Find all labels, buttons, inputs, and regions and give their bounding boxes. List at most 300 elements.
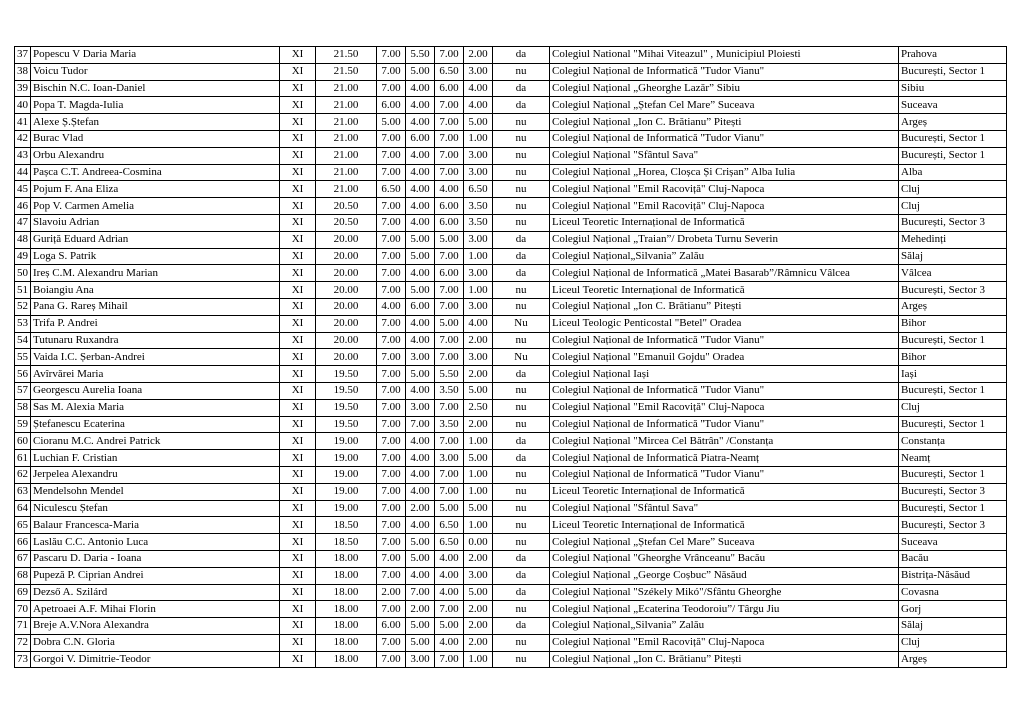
problem4-score-cell: 1.00 [464,130,493,147]
problem1-score-cell: 6.00 [377,97,406,114]
total-score-cell: 19.00 [316,433,377,450]
rank-cell: 51 [15,282,31,299]
problem2-score-cell: 5.00 [406,634,435,651]
table-row [15,534,1007,551]
school-cell: Colegiul Național "Sfântul Sava" [550,147,899,164]
class-cell: XI [280,382,316,399]
problem3-score-cell: 6.00 [435,198,464,215]
rank-cell: 68 [15,567,31,584]
problem3-score-cell: 7.00 [435,130,464,147]
total-score-cell: 18.00 [316,651,377,668]
problem1-score-cell: 7.00 [377,265,406,282]
problem1-score-cell: 7.00 [377,601,406,618]
problem4-score-cell: 2.00 [464,634,493,651]
flag-cell: nu [493,164,550,181]
county-cell: București, Sector 1 [899,500,1007,517]
flag-cell: nu [493,399,550,416]
student-name-cell: Apetroaei A.F. Mihai Florin [31,601,280,618]
school-cell: Colegiul Național "Emil Racoviță" Cluj-Napoca [550,198,899,215]
rank-cell: 70 [15,601,31,618]
problem4-score-cell: 3.00 [464,567,493,584]
problem4-score-cell: 2.00 [464,618,493,635]
problem2-score-cell: 4.00 [406,97,435,114]
problem3-score-cell: 4.00 [435,634,464,651]
problem2-score-cell: 5.00 [406,231,435,248]
rank-cell: 43 [15,147,31,164]
class-cell: XI [280,231,316,248]
school-cell: Liceul Teoretic Internațional de Informatică [550,282,899,299]
flag-cell: da [493,450,550,467]
class-cell: XI [280,181,316,198]
county-cell: Mehedinți [899,231,1007,248]
table-row [15,97,1007,114]
rank-cell: 72 [15,634,31,651]
student-name-cell: Mendelsohn Mendel [31,483,280,500]
county-cell: Cluj [899,634,1007,651]
county-cell: Neamț [899,450,1007,467]
table-row [15,584,1007,601]
student-name-cell: Luchian F. Cristian [31,450,280,467]
table-row [15,366,1007,383]
student-name-cell: Balaur Francesca-Maria [31,517,280,534]
table-row [15,416,1007,433]
flag-cell: da [493,618,550,635]
problem4-score-cell: 1.00 [464,517,493,534]
problem1-score-cell: 7.00 [377,416,406,433]
problem2-score-cell: 5.00 [406,366,435,383]
total-score-cell: 18.00 [316,601,377,618]
student-name-cell: Avîrvărei Maria [31,366,280,383]
student-name-cell: Popescu V Daria Maria [31,47,280,64]
class-cell: XI [280,634,316,651]
problem1-score-cell: 2.00 [377,584,406,601]
flag-cell: nu [493,534,550,551]
problem2-score-cell: 5.00 [406,282,435,299]
table-row [15,651,1007,668]
problem3-score-cell: 4.00 [435,584,464,601]
problem3-score-cell: 3.50 [435,382,464,399]
school-cell: Colegiul Național de Informatică ''Tudor Vianu" [550,382,899,399]
problem2-score-cell: 4.00 [406,433,435,450]
class-cell: XI [280,315,316,332]
county-cell: Bistrița-Năsăud [899,567,1007,584]
rank-cell: 66 [15,534,31,551]
problem1-score-cell: 7.00 [377,366,406,383]
problem2-score-cell: 2.00 [406,500,435,517]
student-name-cell: Pascaru D. Daria - Ioana [31,550,280,567]
flag-cell: da [493,433,550,450]
problem4-score-cell: 3.50 [464,198,493,215]
problem4-score-cell: 1.00 [464,248,493,265]
rank-cell: 54 [15,332,31,349]
rank-cell: 58 [15,399,31,416]
problem1-score-cell: 7.00 [377,450,406,467]
total-score-cell: 20.00 [316,298,377,315]
county-cell: Iași [899,366,1007,383]
problem1-score-cell: 7.00 [377,500,406,517]
problem3-score-cell: 7.00 [435,298,464,315]
class-cell: XI [280,265,316,282]
flag-cell: nu [493,601,550,618]
problem4-score-cell: 4.00 [464,97,493,114]
table-row [15,450,1007,467]
table-row [15,164,1007,181]
problem4-score-cell: 2.00 [464,601,493,618]
flag-cell: da [493,231,550,248]
flag-cell: nu [493,517,550,534]
flag-cell: nu [493,298,550,315]
student-name-cell: Loga S. Patrik [31,248,280,265]
school-cell: Liceul Teoretic Internațional de Informatică [550,483,899,500]
total-score-cell: 20.50 [316,214,377,231]
problem2-score-cell: 3.00 [406,651,435,668]
student-name-cell: Laslău C.C. Antonio Luca [31,534,280,551]
results-table [14,46,1007,668]
flag-cell: nu [493,114,550,131]
problem1-score-cell: 7.00 [377,634,406,651]
total-score-cell: 21.00 [316,164,377,181]
class-cell: XI [280,483,316,500]
rank-cell: 47 [15,214,31,231]
problem2-score-cell: 4.00 [406,198,435,215]
problem3-score-cell: 6.50 [435,534,464,551]
problem3-score-cell: 3.00 [435,450,464,467]
flag-cell: nu [493,198,550,215]
student-name-cell: Trifa P. Andrei [31,315,280,332]
problem3-score-cell: 7.00 [435,97,464,114]
student-name-cell: Dobra C.N. Gloria [31,634,280,651]
problem3-score-cell: 7.00 [435,483,464,500]
problem3-score-cell: 6.50 [435,63,464,80]
school-cell: Colegiul Național „Ștefan Cel Mare” Suceava [550,97,899,114]
school-cell: Colegiul Național Iași [550,366,899,383]
table-row [15,198,1007,215]
student-name-cell: Niculescu Ștefan [31,500,280,517]
problem1-score-cell: 7.00 [377,130,406,147]
problem1-score-cell: 7.00 [377,198,406,215]
student-name-cell: Pojum F. Ana Eliza [31,181,280,198]
problem2-score-cell: 4.00 [406,332,435,349]
problem2-score-cell: 4.00 [406,181,435,198]
table-row [15,214,1007,231]
flag-cell: nu [493,147,550,164]
total-score-cell: 21.00 [316,147,377,164]
rank-cell: 60 [15,433,31,450]
table-row [15,550,1007,567]
total-score-cell: 21.00 [316,80,377,97]
class-cell: XI [280,248,316,265]
flag-cell: nu [493,634,550,651]
table-row [15,349,1007,366]
class-cell: XI [280,114,316,131]
rank-cell: 69 [15,584,31,601]
county-cell: Argeș [899,298,1007,315]
problem4-score-cell: 3.50 [464,214,493,231]
school-cell: Colegiul Național„Silvania” Zalău [550,618,899,635]
table-row [15,634,1007,651]
table-row [15,181,1007,198]
county-cell: București, Sector 1 [899,466,1007,483]
problem4-score-cell: 2.00 [464,550,493,567]
rank-cell: 61 [15,450,31,467]
school-cell: Colegiul Național de Informatică ''Tudor Vianu" [550,130,899,147]
rank-cell: 37 [15,47,31,64]
class-cell: XI [280,433,316,450]
county-cell: Covasna [899,584,1007,601]
table-row [15,282,1007,299]
problem2-score-cell: 6.00 [406,298,435,315]
problem3-score-cell: 7.00 [435,282,464,299]
rank-cell: 49 [15,248,31,265]
student-name-cell: Bischin N.C. Ioan-Daniel [31,80,280,97]
total-score-cell: 21.00 [316,181,377,198]
problem3-score-cell: 6.00 [435,80,464,97]
problem3-score-cell: 7.00 [435,349,464,366]
problem1-score-cell: 7.00 [377,315,406,332]
problem3-score-cell: 4.00 [435,181,464,198]
problem2-score-cell: 4.00 [406,483,435,500]
total-score-cell: 21.50 [316,47,377,64]
school-cell: Colegiul Național„Silvania” Zalău [550,248,899,265]
school-cell: Colegiul Național "Emil Racoviță" Cluj-Napoca [550,634,899,651]
county-cell: Gorj [899,601,1007,618]
school-cell: Colegiul Național "Székely Mikó"/Sfântu Gheorghe [550,584,899,601]
problem1-score-cell: 7.00 [377,248,406,265]
table-row [15,114,1007,131]
problem2-score-cell: 4.00 [406,114,435,131]
problem3-score-cell: 7.00 [435,433,464,450]
school-cell: Colegiul Național "Sfântul Sava" [550,500,899,517]
county-cell: Sălaj [899,618,1007,635]
problem1-score-cell: 7.00 [377,567,406,584]
county-cell: București, Sector 1 [899,382,1007,399]
problem4-score-cell: 2.00 [464,416,493,433]
class-cell: XI [280,517,316,534]
problem3-score-cell: 7.00 [435,399,464,416]
rank-cell: 40 [15,97,31,114]
rank-cell: 52 [15,298,31,315]
student-name-cell: Ireș C.M. Alexandru Marian [31,265,280,282]
county-cell: Cluj [899,198,1007,215]
problem2-score-cell: 4.00 [406,567,435,584]
total-score-cell: 18.50 [316,534,377,551]
total-score-cell: 20.50 [316,198,377,215]
rank-cell: 67 [15,550,31,567]
table-row [15,517,1007,534]
flag-cell: da [493,550,550,567]
problem3-score-cell: 7.00 [435,147,464,164]
student-name-cell: Pașca C.T. Andreea-Cosmina [31,164,280,181]
class-cell: XI [280,466,316,483]
county-cell: Bihor [899,349,1007,366]
flag-cell: nu [493,416,550,433]
student-name-cell: Guriță Eduard Adrian [31,231,280,248]
total-score-cell: 20.00 [316,332,377,349]
class-cell: XI [280,198,316,215]
total-score-cell: 18.50 [316,517,377,534]
problem1-score-cell: 7.00 [377,483,406,500]
rank-cell: 65 [15,517,31,534]
problem2-score-cell: 5.00 [406,63,435,80]
flag-cell: nu [493,382,550,399]
rank-cell: 48 [15,231,31,248]
table-row [15,382,1007,399]
table-row [15,63,1007,80]
rank-cell: 71 [15,618,31,635]
rank-cell: 64 [15,500,31,517]
flag-cell: nu [493,63,550,80]
school-cell: Liceul Teoretic Internațional de Informatică [550,214,899,231]
total-score-cell: 19.50 [316,416,377,433]
class-cell: XI [280,550,316,567]
problem1-score-cell: 6.00 [377,618,406,635]
problem3-score-cell: 3.50 [435,416,464,433]
total-score-cell: 19.50 [316,366,377,383]
problem3-score-cell: 4.00 [435,550,464,567]
class-cell: XI [280,349,316,366]
problem2-score-cell: 4.00 [406,315,435,332]
county-cell: Argeș [899,114,1007,131]
table-row [15,500,1007,517]
table-row [15,80,1007,97]
county-cell: Bacău [899,550,1007,567]
class-cell: XI [280,651,316,668]
county-cell: Cluj [899,399,1007,416]
problem4-score-cell: 3.00 [464,63,493,80]
problem4-score-cell: 5.00 [464,584,493,601]
class-cell: XI [280,601,316,618]
flag-cell: Nu [493,349,550,366]
problem3-score-cell: 7.00 [435,47,464,64]
total-score-cell: 18.00 [316,584,377,601]
rank-cell: 53 [15,315,31,332]
rank-cell: 45 [15,181,31,198]
rank-cell: 63 [15,483,31,500]
flag-cell: da [493,80,550,97]
county-cell: București, Sector 3 [899,282,1007,299]
total-score-cell: 21.00 [316,97,377,114]
problem4-score-cell: 6.50 [464,181,493,198]
problem2-score-cell: 5.00 [406,550,435,567]
class-cell: XI [280,97,316,114]
total-score-cell: 19.00 [316,483,377,500]
flag-cell: nu [493,332,550,349]
student-name-cell: Dezső A. Szilárd [31,584,280,601]
flag-cell: da [493,366,550,383]
flag-cell: nu [493,466,550,483]
school-cell: Colegiul Național de Informatică ''Tudor Vianu" [550,416,899,433]
flag-cell: da [493,97,550,114]
class-cell: XI [280,567,316,584]
county-cell: București, Sector 1 [899,130,1007,147]
total-score-cell: 21.50 [316,63,377,80]
student-name-cell: Vaida I.C. Șerban-Andrei [31,349,280,366]
total-score-cell: 18.00 [316,550,377,567]
school-cell: Colegiul National "Mihai Viteazul" , Municipiul Ploiesti [550,47,899,64]
school-cell: Colegiul Național „Horea, Cloșca Și Crișan” Alba Iulia [550,164,899,181]
student-name-cell: Pop V. Carmen Amelia [31,198,280,215]
school-cell: Colegiul Național „Ion C. Brătianu” Pitești [550,651,899,668]
school-cell: Colegiul Național de Informatică ''Tudor Vianu" [550,332,899,349]
student-name-cell: Slavoiu Adrian [31,214,280,231]
problem1-score-cell: 7.00 [377,63,406,80]
problem2-score-cell: 5.50 [406,47,435,64]
results-body [15,47,1007,668]
student-name-cell: Jerpelea Alexandru [31,466,280,483]
problem4-score-cell: 4.00 [464,80,493,97]
problem3-score-cell: 4.00 [435,567,464,584]
county-cell: București, Sector 1 [899,147,1007,164]
class-cell: XI [280,47,316,64]
total-score-cell: 19.50 [316,382,377,399]
rank-cell: 38 [15,63,31,80]
problem4-score-cell: 1.00 [464,433,493,450]
rank-cell: 41 [15,114,31,131]
problem1-score-cell: 6.50 [377,181,406,198]
table-row [15,601,1007,618]
student-name-cell: Tutunaru Ruxandra [31,332,280,349]
county-cell: Constanța [899,433,1007,450]
problem1-score-cell: 7.00 [377,164,406,181]
table-row [15,315,1007,332]
problem1-score-cell: 7.00 [377,332,406,349]
flag-cell: da [493,567,550,584]
problem2-score-cell: 4.00 [406,214,435,231]
problem1-score-cell: 7.00 [377,433,406,450]
problem4-score-cell: 3.00 [464,349,493,366]
student-name-cell: Georgescu Aurelia Ioana [31,382,280,399]
school-cell: Colegiul Național „Ion C. Brătianu” Pitești [550,114,899,131]
flag-cell: nu [493,500,550,517]
total-score-cell: 21.00 [316,114,377,131]
class-cell: XI [280,534,316,551]
school-cell: Colegiul Național de Informatică ''Tudor Vianu" [550,63,899,80]
rank-cell: 44 [15,164,31,181]
county-cell: Sibiu [899,80,1007,97]
problem3-score-cell: 7.00 [435,601,464,618]
total-score-cell: 20.00 [316,248,377,265]
problem2-score-cell: 3.00 [406,399,435,416]
table-row [15,147,1007,164]
student-name-cell: Ștefanescu Ecaterina [31,416,280,433]
county-cell: București, Sector 3 [899,483,1007,500]
school-cell: Colegiul Național de Informatică Piatra-Neamț [550,450,899,467]
problem3-score-cell: 6.50 [435,517,464,534]
total-score-cell: 20.00 [316,265,377,282]
student-name-cell: Voicu Tudor [31,63,280,80]
total-score-cell: 20.00 [316,349,377,366]
flag-cell: da [493,584,550,601]
county-cell: București, Sector 3 [899,517,1007,534]
school-cell: Colegiul Național „George Coșbuc” Năsăud [550,567,899,584]
county-cell: Prahova [899,47,1007,64]
problem4-score-cell: 5.00 [464,382,493,399]
class-cell: XI [280,416,316,433]
total-score-cell: 19.00 [316,500,377,517]
problem4-score-cell: 1.00 [464,282,493,299]
student-name-cell: Breje A.V.Nora Alexandra [31,618,280,635]
problem2-score-cell: 4.00 [406,517,435,534]
problem4-score-cell: 5.00 [464,114,493,131]
school-cell: Liceul Teoretic Internațional de Informatică [550,517,899,534]
class-cell: XI [280,618,316,635]
class-cell: XI [280,366,316,383]
problem4-score-cell: 3.00 [464,265,493,282]
problem4-score-cell: 3.00 [464,164,493,181]
table-row [15,298,1007,315]
table-row [15,265,1007,282]
problem2-score-cell: 2.00 [406,601,435,618]
